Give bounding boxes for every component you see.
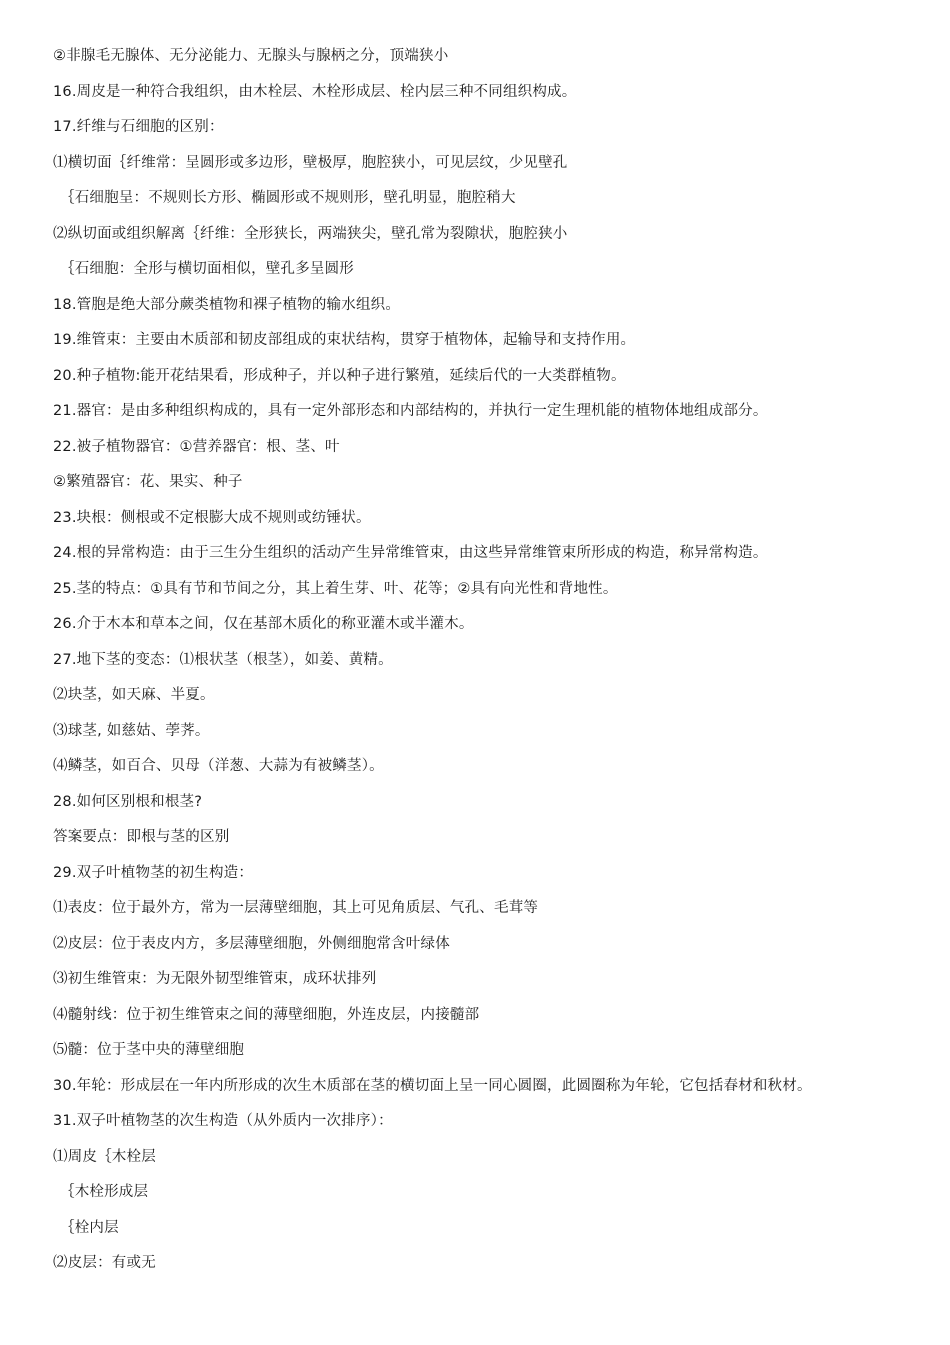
text-line: ⑸髓：位于茎中央的薄壁细胞 [53, 1042, 245, 1058]
text-line: ⑵块茎，如天麻、半夏。 [53, 687, 215, 703]
text-line: 16.周皮是一种符合我组织，由木栓层、木栓形成层、栓内层三种不同组织构成。 [53, 83, 577, 100]
text-line: ｛木栓形成层 [60, 1184, 149, 1200]
text-line: 27.地下茎的变态：⑴根状茎（根茎），如姜、黄精。 [53, 651, 393, 668]
text-line: ⑷鳞茎，如百合、贝母（洋葱、大蒜为有被鳞茎）。 [53, 758, 384, 774]
text-line: 24.根的异常构造：由于三生分生组织的活动产生异常维管束，由这些异常维管束所形成的构造，称异常构造。 [53, 545, 768, 561]
text-line: ⑵皮层：有或无 [53, 1255, 156, 1271]
text-line: 25.茎的特点：①具有节和节间之分，其上着生芽、叶、花等；②具有向光性和背地性。 [53, 580, 618, 597]
text-line: ⑷髓射线：位于初生维管束之间的薄壁细胞，外连皮层，内接髓部 [53, 1006, 480, 1023]
text-line: ⑶初生维管束：为无限外韧型维管束，成环状排列 [53, 971, 377, 987]
text-line: ⑵纵切面或组织解离｛纤维：全形狭长，两端狭尖，壁孔常为裂隙状，胞腔狭小 [53, 225, 568, 242]
text-line: ⑴表皮：位于最外方，常为一层薄壁细胞，其上可见角质层、气孔、毛茸等 [53, 900, 539, 916]
text-line: ⑴横切面｛纤维常：呈圆形或多边形，壁极厚，胞腔狭小，可见层纹，少见壁孔 [53, 154, 568, 171]
text-line: 26.介于木本和草本之间，仅在基部木质化的称亚灌木或半灌木。 [53, 616, 474, 632]
text-line: ⑵皮层：位于表皮内方，多层薄壁细胞，外侧细胞常含叶绿体 [53, 935, 450, 952]
text-line: 22.被子植物器官：①营养器官：根、茎、叶 [53, 438, 340, 455]
text-line: 28.如何区别根和根茎? [53, 793, 203, 810]
text-line: 17.纤维与石细胞的区别： [53, 119, 224, 135]
text-line: 29.双子叶植物茎的初生构造： [53, 864, 254, 881]
text-line: ⑶球茎, 如慈姑、荸荠。 [53, 722, 210, 739]
text-line: ｛石细胞呈：不规则长方形、椭圆形或不规则形，壁孔明显，胞腔稍大 [60, 190, 516, 206]
text-line: 21.器官：是由多种组织构成的，具有一定外部形态和内部结构的，并执行一定生理机能的植物体地组成部分。 [53, 403, 768, 419]
text-line: ｛石细胞：全形与横切面相似，壁孔多呈圆形 [60, 261, 354, 277]
text-line: 答案要点：即根与茎的区别 [53, 829, 230, 845]
text-line: 30.年轮：形成层在一年内所形成的次生木质部在茎的横切面上呈一同心圆圈，此圆圈称为年轮，它包括春材和秋材。 [53, 1077, 812, 1094]
text-line: 23.块根：侧根或不定根膨大成不规则或纺锤状。 [53, 509, 371, 526]
text-line: ｛栓内层 [60, 1219, 119, 1236]
text-line: ②繁殖器官：花、果实、种子 [53, 474, 243, 490]
text-line: 19.维管束：主要由木质部和韧皮部组成的束状结构，贯穿于植物体，起输导和支持作用。 [53, 332, 636, 348]
text-line: 20.种子植物:能开花结果看，形成种子，并以种子进行繁殖，延续后代的一大类群植物。 [53, 367, 626, 384]
text-line: ⑴周皮｛木栓层 [53, 1148, 156, 1165]
text-line: ②非腺毛无腺体、无分泌能力、无腺头与腺柄之分，顶端狭小 [53, 48, 449, 64]
text-line: 18.管胞是绝大部分蕨类植物和裸子植物的输水组织。 [53, 296, 401, 313]
text-line: 31.双子叶植物茎的次生构造（从外质内一次排序）： [53, 1113, 393, 1129]
